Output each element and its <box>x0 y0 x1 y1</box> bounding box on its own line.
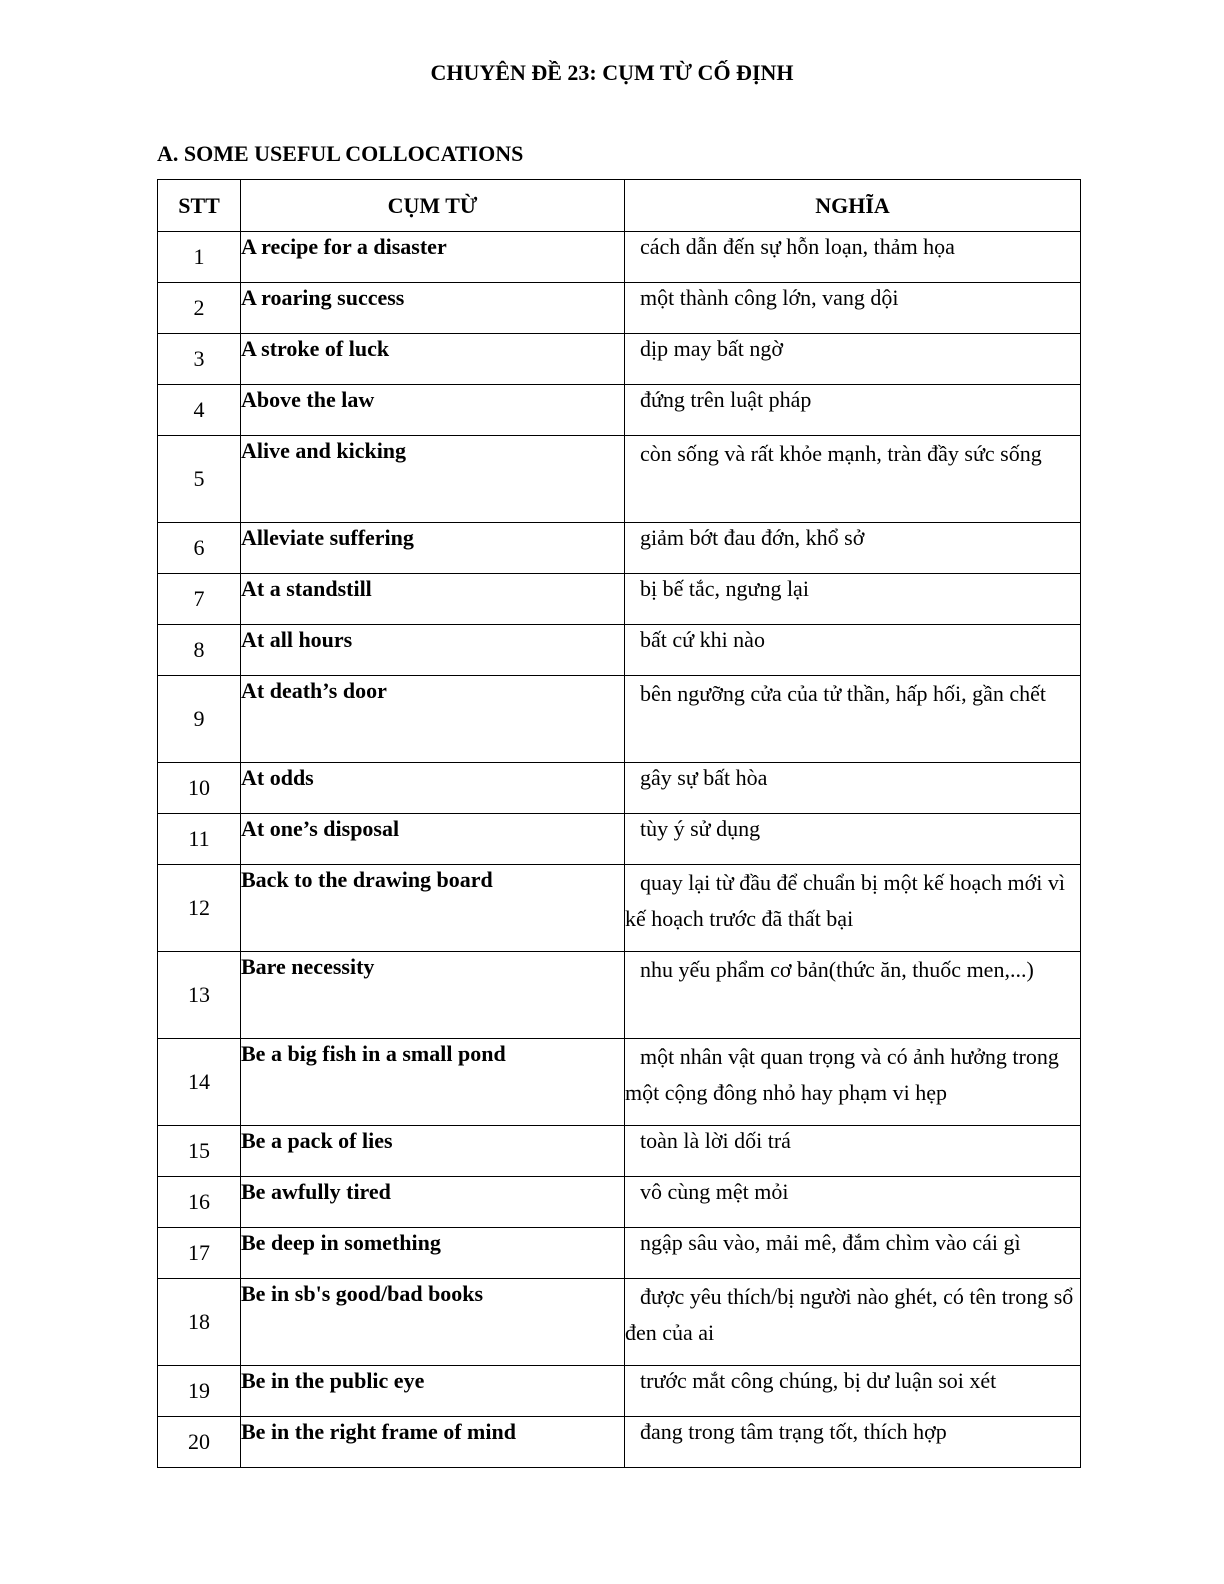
table-row <box>158 1366 1081 1417</box>
row-meaning: một thành công lớn, vang dội <box>625 283 1081 334</box>
row-number: 14 <box>158 1039 241 1126</box>
row-number: 11 <box>158 814 241 865</box>
table-row <box>158 814 1081 865</box>
document-title: CHUYÊN ĐỀ 23: CỤM TỪ CỐ ĐỊNH <box>430 60 794 85</box>
row-meaning: tùy ý sử dụng <box>625 814 1081 865</box>
row-number: 3 <box>158 334 241 385</box>
row-meaning: dịp may bất ngờ <box>625 334 1081 385</box>
row-meaning: quay lại từ đầu để chuẩn bị một kế hoạch mới vì kế hoạch trước đã thất bại <box>625 865 1081 952</box>
table-row <box>158 385 1081 436</box>
row-number: 1 <box>158 232 241 283</box>
table-row <box>158 952 1081 1039</box>
row-number: 8 <box>158 625 241 676</box>
table-row <box>158 523 1081 574</box>
row-phrase: Alive and kicking <box>241 436 625 523</box>
row-meaning: một nhân vật quan trọng và có ảnh hưởng trong một cộng đông nhỏ hay phạm vi hẹp <box>625 1039 1081 1126</box>
row-phrase: A recipe for a disaster <box>241 232 625 283</box>
row-meaning: toàn là lời dối trá <box>625 1126 1081 1177</box>
row-phrase: Be in the right frame of mind <box>241 1417 625 1468</box>
table-header-row <box>158 180 1081 232</box>
section-heading: A. SOME USEFUL COLLOCATIONS <box>157 141 524 166</box>
row-phrase: Above the law <box>241 385 625 436</box>
row-meaning: ngập sâu vào, mải mê, đắm chìm vào cái gì <box>625 1228 1081 1279</box>
row-number: 20 <box>158 1417 241 1468</box>
collocations-table <box>157 179 1081 1468</box>
row-phrase: Be in sb's good/bad books <box>241 1279 625 1366</box>
row-phrase: At one’s disposal <box>241 814 625 865</box>
row-meaning: trước mắt công chúng, bị dư luận soi xét <box>625 1366 1081 1417</box>
table-row <box>158 865 1081 952</box>
table-row <box>158 436 1081 523</box>
row-phrase: A stroke of luck <box>241 334 625 385</box>
row-number: 2 <box>158 283 241 334</box>
row-meaning: nhu yếu phẩm cơ bản(thức ăn, thuốc men,...) <box>625 952 1081 1039</box>
row-phrase: At odds <box>241 763 625 814</box>
row-number: 13 <box>158 952 241 1039</box>
table-row <box>158 1417 1081 1468</box>
row-number: 18 <box>158 1279 241 1366</box>
table-row <box>158 334 1081 385</box>
row-phrase: Be awfully tired <box>241 1177 625 1228</box>
row-phrase: At all hours <box>241 625 625 676</box>
table-row <box>158 1039 1081 1126</box>
table-row <box>158 232 1081 283</box>
table-row <box>158 676 1081 763</box>
table-row <box>158 1279 1081 1366</box>
row-phrase: At death’s door <box>241 676 625 763</box>
row-meaning: giảm bớt đau đớn, khổ sở <box>625 523 1081 574</box>
row-number: 16 <box>158 1177 241 1228</box>
table-row <box>158 1126 1081 1177</box>
row-meaning: đang trong tâm trạng tốt, thích hợp <box>625 1417 1081 1468</box>
row-meaning: bất cứ khi nào <box>625 625 1081 676</box>
row-phrase: At a standstill <box>241 574 625 625</box>
row-number: 9 <box>158 676 241 763</box>
row-number: 7 <box>158 574 241 625</box>
row-meaning: vô cùng mệt mỏi <box>625 1177 1081 1228</box>
row-phrase: Be deep in something <box>241 1228 625 1279</box>
header-phrase: CỤM TỪ <box>241 180 625 232</box>
row-meaning: gây sự bất hòa <box>625 763 1081 814</box>
table-row <box>158 625 1081 676</box>
table-row <box>158 1177 1081 1228</box>
row-meaning: còn sống và rất khỏe mạnh, tràn đầy sức sống <box>625 436 1081 523</box>
row-number: 15 <box>158 1126 241 1177</box>
row-number: 12 <box>158 865 241 952</box>
row-number: 5 <box>158 436 241 523</box>
row-phrase: A roaring success <box>241 283 625 334</box>
row-meaning: đứng trên luật pháp <box>625 385 1081 436</box>
row-phrase: Alleviate suffering <box>241 523 625 574</box>
row-number: 6 <box>158 523 241 574</box>
table-row <box>158 574 1081 625</box>
table-row <box>158 763 1081 814</box>
table-row <box>158 283 1081 334</box>
row-meaning: bị bế tắc, ngưng lại <box>625 574 1081 625</box>
row-phrase: Be a pack of lies <box>241 1126 625 1177</box>
row-phrase: Back to the drawing board <box>241 865 625 952</box>
row-number: 10 <box>158 763 241 814</box>
header-meaning: NGHĨA <box>625 180 1081 232</box>
row-phrase: Be in the public eye <box>241 1366 625 1417</box>
row-phrase: Bare necessity <box>241 952 625 1039</box>
row-meaning: bên ngưỡng cửa của tử thần, hấp hối, gần chết <box>625 676 1081 763</box>
row-phrase: Be a big fish in a small pond <box>241 1039 625 1126</box>
table-row <box>158 1228 1081 1279</box>
row-number: 19 <box>158 1366 241 1417</box>
row-number: 4 <box>158 385 241 436</box>
row-meaning: được yêu thích/bị người nào ghét, có tên trong sổ đen của ai <box>625 1279 1081 1366</box>
header-stt: STT <box>158 180 241 232</box>
row-meaning: cách dẫn đến sự hỗn loạn, thảm họa <box>625 232 1081 283</box>
row-number: 17 <box>158 1228 241 1279</box>
